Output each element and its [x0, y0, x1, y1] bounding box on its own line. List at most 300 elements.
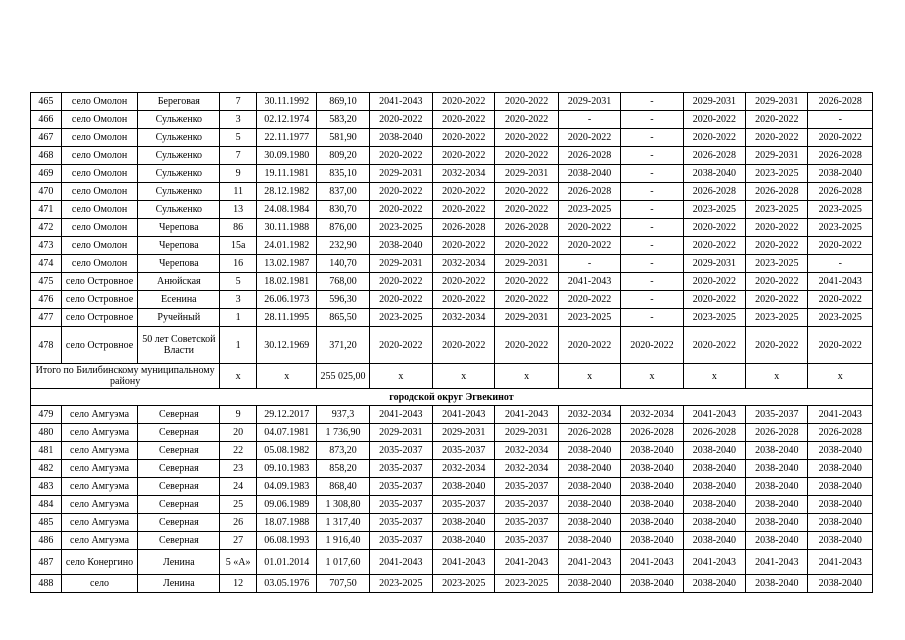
cell-settlement: село Амгуэма [61, 532, 138, 550]
cell-street: Черепова [138, 237, 220, 255]
cell-row-number: 473 [31, 237, 62, 255]
cell-commission-date: 09.10.1983 [257, 460, 317, 478]
cell-repair-period-6: 2026-2028 [683, 424, 745, 442]
cell-street: Ручейный [138, 309, 220, 327]
cell-repair-period-4: 2041-2043 [558, 550, 620, 575]
cell-repair-period-2: 2041-2043 [433, 550, 495, 575]
cell-street: Сульженко [138, 165, 220, 183]
cell-house-number: 7 [220, 93, 257, 111]
cell-repair-period-8: 2023-2025 [808, 201, 873, 219]
cell-commission-date: 01.01.2014 [257, 550, 317, 575]
cell-settlement: село Островное [61, 309, 138, 327]
cell-house-number: 5 [220, 273, 257, 291]
cell-repair-period-5: 2020-2022 [621, 327, 683, 364]
cell-row-number: 485 [31, 514, 62, 532]
cell-settlement: село Омолон [61, 255, 138, 273]
cell-repair-period-4: 2023-2025 [558, 309, 620, 327]
cell-repair-period-8: 2038-2040 [808, 496, 873, 514]
cell-repair-period-2: 2035-2037 [433, 496, 495, 514]
cell-repair-period-5: - [621, 183, 683, 201]
cell-repair-period-4: 2020-2022 [558, 129, 620, 147]
cell-repair-period-7: 2020-2022 [746, 111, 808, 129]
cell-repair-period-7: 2020-2022 [746, 129, 808, 147]
table-row [31, 309, 873, 327]
cell-row-number: 487 [31, 550, 62, 575]
cell-settlement: село Омолон [61, 165, 138, 183]
cell-street: Северная [138, 460, 220, 478]
cell-repair-period-2: 2020-2022 [433, 111, 495, 129]
section-row [31, 389, 873, 406]
cell-repair-period-1: 2020-2022 [369, 291, 432, 309]
cell-settlement: село Амгуэма [61, 496, 138, 514]
cell-area: 768,00 [317, 273, 369, 291]
cell-repair-period-3: 2041-2043 [495, 406, 558, 424]
cell-repair-period-7: 2023-2025 [746, 309, 808, 327]
total-cell: х [495, 364, 558, 389]
cell-settlement: село Амгуэма [61, 406, 138, 424]
cell-house-number: 11 [220, 183, 257, 201]
cell-repair-period-1: 2029-2031 [369, 255, 432, 273]
cell-repair-period-4: 2020-2022 [558, 327, 620, 364]
cell-repair-period-7: 2026-2028 [746, 424, 808, 442]
cell-repair-period-3: 2020-2022 [495, 273, 558, 291]
cell-area: 1 736,90 [317, 424, 369, 442]
cell-street: Черепова [138, 219, 220, 237]
cell-repair-period-3: 2041-2043 [495, 550, 558, 575]
table-row [31, 291, 873, 309]
cell-settlement: село Островное [61, 273, 138, 291]
cell-repair-period-4: 2038-2040 [558, 532, 620, 550]
cell-commission-date: 04.07.1981 [257, 424, 317, 442]
cell-street: Ленина [138, 575, 220, 593]
cell-area: 1 317,40 [317, 514, 369, 532]
cell-repair-period-1: 2029-2031 [369, 424, 432, 442]
cell-repair-period-8: 2041-2043 [808, 273, 873, 291]
cell-settlement: село Амгуэма [61, 514, 138, 532]
table-row [31, 327, 873, 364]
table-row [31, 478, 873, 496]
cell-street: Сульженко [138, 201, 220, 219]
cell-repair-period-1: 2020-2022 [369, 327, 432, 364]
cell-settlement: село Амгуэма [61, 460, 138, 478]
cell-commission-date: 28.12.1982 [257, 183, 317, 201]
cell-repair-period-1: 2035-2037 [369, 460, 432, 478]
cell-repair-period-2: 2032-2034 [433, 165, 495, 183]
cell-repair-period-5: - [621, 201, 683, 219]
cell-area: 873,20 [317, 442, 369, 460]
cell-area: 232,90 [317, 237, 369, 255]
cell-house-number: 1 [220, 309, 257, 327]
cell-settlement: село Омолон [61, 129, 138, 147]
cell-house-number: 25 [220, 496, 257, 514]
table-row [31, 575, 873, 593]
cell-row-number: 488 [31, 575, 62, 593]
cell-repair-period-2: 2038-2040 [433, 532, 495, 550]
table-body-row-478 [31, 327, 873, 364]
cell-repair-period-6: 2038-2040 [683, 460, 745, 478]
cell-house-number: 16 [220, 255, 257, 273]
cell-repair-period-1: 2020-2022 [369, 183, 432, 201]
cell-repair-period-1: 2035-2037 [369, 442, 432, 460]
cell-row-number: 483 [31, 478, 62, 496]
cell-area: 1 308,80 [317, 496, 369, 514]
cell-repair-period-6: 2038-2040 [683, 442, 745, 460]
cell-street: Береговая [138, 93, 220, 111]
table-row [31, 237, 873, 255]
cell-commission-date: 18.07.1988 [257, 514, 317, 532]
cell-repair-period-8: 2038-2040 [808, 460, 873, 478]
cell-repair-period-5: - [621, 111, 683, 129]
table-row [31, 183, 873, 201]
table-row [31, 93, 873, 111]
cell-repair-period-3: 2029-2031 [495, 309, 558, 327]
cell-street: Сульженко [138, 183, 220, 201]
cell-area: 596,30 [317, 291, 369, 309]
cell-repair-period-5: 2038-2040 [621, 575, 683, 593]
cell-repair-period-6: 2026-2028 [683, 183, 745, 201]
cell-repair-period-7: 2023-2025 [746, 165, 808, 183]
cell-street: Ленина [138, 550, 220, 575]
cell-repair-period-2: 2020-2022 [433, 183, 495, 201]
cell-repair-period-7: 2038-2040 [746, 442, 808, 460]
cell-repair-period-2: 2029-2031 [433, 424, 495, 442]
cell-area: 809,20 [317, 147, 369, 165]
cell-repair-period-2: 2032-2034 [433, 309, 495, 327]
cell-repair-period-3: 2029-2031 [495, 255, 558, 273]
cell-repair-period-3: 2035-2037 [495, 514, 558, 532]
cell-settlement: село Островное [61, 327, 138, 364]
cell-repair-period-2: 2020-2022 [433, 273, 495, 291]
cell-repair-period-5: 2032-2034 [621, 406, 683, 424]
total-cell: х [220, 364, 257, 389]
cell-street: Северная [138, 442, 220, 460]
cell-repair-period-5: 2038-2040 [621, 460, 683, 478]
cell-repair-period-7: 2023-2025 [746, 201, 808, 219]
table-body-total [31, 364, 873, 389]
cell-repair-period-4: 2038-2040 [558, 165, 620, 183]
cell-repair-period-7: 2029-2031 [746, 93, 808, 111]
cell-area: 937,3 [317, 406, 369, 424]
table-row [31, 165, 873, 183]
cell-repair-period-6: 2026-2028 [683, 147, 745, 165]
cell-repair-period-6: 2023-2025 [683, 201, 745, 219]
cell-repair-period-4: 2020-2022 [558, 291, 620, 309]
cell-house-number: 24 [220, 478, 257, 496]
table-row [31, 273, 873, 291]
cell-row-number: 477 [31, 309, 62, 327]
cell-repair-period-1: 2038-2040 [369, 129, 432, 147]
cell-settlement: село Амгуэма [61, 478, 138, 496]
cell-repair-period-3: 2020-2022 [495, 129, 558, 147]
cell-commission-date: 09.06.1989 [257, 496, 317, 514]
cell-repair-period-6: 2038-2040 [683, 165, 745, 183]
cell-commission-date: 29.12.2017 [257, 406, 317, 424]
cell-repair-period-2: 2020-2022 [433, 291, 495, 309]
cell-settlement: село [61, 575, 138, 593]
cell-repair-period-1: 2041-2043 [369, 550, 432, 575]
cell-repair-period-4: 2026-2028 [558, 147, 620, 165]
cell-repair-period-4: 2029-2031 [558, 93, 620, 111]
cell-row-number: 479 [31, 406, 62, 424]
cell-row-number: 467 [31, 129, 62, 147]
cell-repair-period-1: 2035-2037 [369, 532, 432, 550]
cell-row-number: 470 [31, 183, 62, 201]
cell-repair-period-6: 2020-2022 [683, 291, 745, 309]
table-row [31, 255, 873, 273]
cell-area: 837,00 [317, 183, 369, 201]
cell-commission-date: 30.11.1992 [257, 93, 317, 111]
cell-house-number: 5 «А» [220, 550, 257, 575]
cell-row-number: 468 [31, 147, 62, 165]
cell-repair-period-8: 2041-2043 [808, 406, 873, 424]
cell-repair-period-8: - [808, 255, 873, 273]
table-row [31, 460, 873, 478]
table-row [31, 219, 873, 237]
total-cell: х [621, 364, 683, 389]
cell-area: 1 017,60 [317, 550, 369, 575]
cell-house-number: 20 [220, 424, 257, 442]
cell-repair-period-2: 2020-2022 [433, 147, 495, 165]
cell-area: 140,70 [317, 255, 369, 273]
cell-repair-period-6: 2038-2040 [683, 496, 745, 514]
cell-repair-period-8: 2020-2022 [808, 129, 873, 147]
cell-repair-period-4: 2020-2022 [558, 219, 620, 237]
cell-repair-period-1: 2035-2037 [369, 478, 432, 496]
cell-row-number: 480 [31, 424, 62, 442]
cell-repair-period-7: 2038-2040 [746, 496, 808, 514]
cell-house-number: 26 [220, 514, 257, 532]
cell-repair-period-2: 2032-2034 [433, 460, 495, 478]
cell-repair-period-8: 2020-2022 [808, 291, 873, 309]
cell-commission-date: 13.02.1987 [257, 255, 317, 273]
total-cell: х [558, 364, 620, 389]
cell-repair-period-6: 2041-2043 [683, 406, 745, 424]
cell-street: Сульженко [138, 129, 220, 147]
cell-repair-period-1: 2023-2025 [369, 575, 432, 593]
table-body-tail [31, 550, 873, 593]
cell-repair-period-4: 2038-2040 [558, 478, 620, 496]
cell-repair-period-1: 2020-2022 [369, 201, 432, 219]
cell-repair-period-3: 2035-2037 [495, 496, 558, 514]
cell-repair-period-4: 2038-2040 [558, 460, 620, 478]
cell-settlement: село Конергино [61, 550, 138, 575]
table-body-section [31, 389, 873, 406]
cell-house-number: 7 [220, 147, 257, 165]
cell-row-number: 474 [31, 255, 62, 273]
cell-repair-period-3: 2020-2022 [495, 147, 558, 165]
cell-street: Черепова [138, 255, 220, 273]
cell-row-number: 471 [31, 201, 62, 219]
cell-repair-period-4: 2038-2040 [558, 496, 620, 514]
table-row [31, 532, 873, 550]
cell-settlement: село Омолон [61, 183, 138, 201]
cell-row-number: 469 [31, 165, 62, 183]
total-cell: 255 025,00 [317, 364, 369, 389]
cell-repair-period-7: 2038-2040 [746, 514, 808, 532]
cell-row-number: 484 [31, 496, 62, 514]
cell-repair-period-7: 2038-2040 [746, 460, 808, 478]
cell-repair-period-6: 2029-2031 [683, 93, 745, 111]
cell-repair-period-6: 2038-2040 [683, 532, 745, 550]
total-cell: х [808, 364, 873, 389]
cell-repair-period-7: 2038-2040 [746, 575, 808, 593]
cell-repair-period-6: 2020-2022 [683, 327, 745, 364]
cell-repair-period-6: 2020-2022 [683, 111, 745, 129]
cell-repair-period-5: 2026-2028 [621, 424, 683, 442]
cell-house-number: 5 [220, 129, 257, 147]
table-row [31, 496, 873, 514]
cell-commission-date: 18.02.1981 [257, 273, 317, 291]
cell-commission-date: 30.09.1980 [257, 147, 317, 165]
cell-street: Сульженко [138, 111, 220, 129]
total-cell: х [683, 364, 745, 389]
cell-repair-period-5: - [621, 309, 683, 327]
cell-house-number: 9 [220, 165, 257, 183]
cell-settlement: село Амгуэма [61, 442, 138, 460]
cell-repair-period-8: 2023-2025 [808, 219, 873, 237]
cell-repair-period-4: 2041-2043 [558, 273, 620, 291]
cell-commission-date: 19.11.1981 [257, 165, 317, 183]
cell-repair-period-5: - [621, 255, 683, 273]
total-label: Итого по Билибинскому муниципальному району [31, 364, 220, 389]
cell-area: 868,40 [317, 478, 369, 496]
cell-repair-period-7: 2038-2040 [746, 478, 808, 496]
cell-repair-period-2: 2038-2040 [433, 478, 495, 496]
cell-repair-period-8: 2020-2022 [808, 327, 873, 364]
cell-area: 583,20 [317, 111, 369, 129]
cell-settlement: село Омолон [61, 219, 138, 237]
cell-repair-period-2: 2020-2022 [433, 93, 495, 111]
cell-row-number: 481 [31, 442, 62, 460]
table-row [31, 406, 873, 424]
cell-commission-date: 28.11.1995 [257, 309, 317, 327]
cell-repair-period-3: 2023-2025 [495, 575, 558, 593]
cell-street: Северная [138, 496, 220, 514]
cell-street: Северная [138, 424, 220, 442]
cell-area: 876,00 [317, 219, 369, 237]
cell-repair-period-3: 2035-2037 [495, 532, 558, 550]
cell-repair-period-3: 2032-2034 [495, 460, 558, 478]
document-page [30, 92, 873, 593]
cell-repair-period-5: 2041-2043 [621, 550, 683, 575]
cell-repair-period-2: 2020-2022 [433, 129, 495, 147]
cell-repair-period-4: 2038-2040 [558, 575, 620, 593]
cell-repair-period-3: 2020-2022 [495, 111, 558, 129]
cell-repair-period-5: 2038-2040 [621, 514, 683, 532]
cell-area: 1 916,40 [317, 532, 369, 550]
cell-row-number: 482 [31, 460, 62, 478]
cell-settlement: село Островное [61, 291, 138, 309]
cell-repair-period-8: 2038-2040 [808, 532, 873, 550]
cell-repair-period-1: 2023-2025 [369, 309, 432, 327]
cell-repair-period-2: 2026-2028 [433, 219, 495, 237]
cell-commission-date: 22.11.1977 [257, 129, 317, 147]
cell-repair-period-6: 2020-2022 [683, 219, 745, 237]
cell-repair-period-8: 2023-2025 [808, 309, 873, 327]
cell-commission-date: 26.06.1973 [257, 291, 317, 309]
cell-house-number: 23 [220, 460, 257, 478]
cell-repair-period-6: 2038-2040 [683, 514, 745, 532]
cell-settlement: село Омолон [61, 111, 138, 129]
cell-repair-period-8: 2038-2040 [808, 575, 873, 593]
table-row [31, 514, 873, 532]
cell-commission-date: 30.11.1988 [257, 219, 317, 237]
cell-repair-period-7: 2020-2022 [746, 273, 808, 291]
table-row [31, 129, 873, 147]
cell-commission-date: 03.05.1976 [257, 575, 317, 593]
cell-repair-period-5: - [621, 129, 683, 147]
cell-repair-period-7: 2035-2037 [746, 406, 808, 424]
cell-repair-period-5: 2038-2040 [621, 496, 683, 514]
cell-repair-period-4: - [558, 111, 620, 129]
cell-repair-period-2: 2020-2022 [433, 237, 495, 255]
cell-house-number: 12 [220, 575, 257, 593]
cell-repair-period-5: 2038-2040 [621, 442, 683, 460]
cell-commission-date: 30.12.1969 [257, 327, 317, 364]
cell-house-number: 13 [220, 201, 257, 219]
cell-repair-period-1: 2035-2037 [369, 496, 432, 514]
cell-repair-period-8: 2026-2028 [808, 147, 873, 165]
cell-repair-period-4: 2026-2028 [558, 424, 620, 442]
cell-repair-period-5: 2038-2040 [621, 478, 683, 496]
table-body-bilibino [31, 93, 873, 327]
cell-repair-period-7: 2026-2028 [746, 183, 808, 201]
cell-repair-period-1: 2023-2025 [369, 219, 432, 237]
cell-row-number: 478 [31, 327, 62, 364]
cell-area: 869,10 [317, 93, 369, 111]
cell-commission-date: 04.09.1983 [257, 478, 317, 496]
cell-repair-period-6: 2041-2043 [683, 550, 745, 575]
cell-settlement: село Омолон [61, 237, 138, 255]
table-row [31, 424, 873, 442]
cell-repair-period-6: 2020-2022 [683, 237, 745, 255]
cell-repair-period-7: 2041-2043 [746, 550, 808, 575]
cell-commission-date: 24.01.1982 [257, 237, 317, 255]
total-cell: х [369, 364, 432, 389]
cell-settlement: село Омолон [61, 201, 138, 219]
cell-repair-period-1: 2029-2031 [369, 165, 432, 183]
cell-repair-period-4: 2038-2040 [558, 442, 620, 460]
table-row [31, 201, 873, 219]
cell-repair-period-1: 2038-2040 [369, 237, 432, 255]
cell-area: 858,20 [317, 460, 369, 478]
cell-repair-period-2: 2020-2022 [433, 327, 495, 364]
cell-repair-period-6: 2023-2025 [683, 309, 745, 327]
cell-repair-period-2: 2023-2025 [433, 575, 495, 593]
cell-street: Северная [138, 532, 220, 550]
cell-repair-period-4: 2032-2034 [558, 406, 620, 424]
cell-repair-period-3: 2020-2022 [495, 327, 558, 364]
cell-repair-period-8: 2026-2028 [808, 424, 873, 442]
cell-repair-period-2: 2035-2037 [433, 442, 495, 460]
cell-settlement: село Омолон [61, 147, 138, 165]
cell-commission-date: 02.12.1974 [257, 111, 317, 129]
cell-house-number: 3 [220, 111, 257, 129]
cell-repair-period-7: 2020-2022 [746, 237, 808, 255]
cell-repair-period-8: 2038-2040 [808, 478, 873, 496]
cell-house-number: 27 [220, 532, 257, 550]
section-title: городской округ Эгвекинот [31, 389, 873, 406]
table-row [31, 111, 873, 129]
cell-street: Северная [138, 514, 220, 532]
cell-repair-period-5: - [621, 93, 683, 111]
total-cell: х [257, 364, 317, 389]
cell-repair-period-8: 2038-2040 [808, 442, 873, 460]
cell-settlement: село Амгуэма [61, 424, 138, 442]
cell-repair-period-2: 2032-2034 [433, 255, 495, 273]
cell-repair-period-1: 2020-2022 [369, 273, 432, 291]
cell-street: Северная [138, 478, 220, 496]
